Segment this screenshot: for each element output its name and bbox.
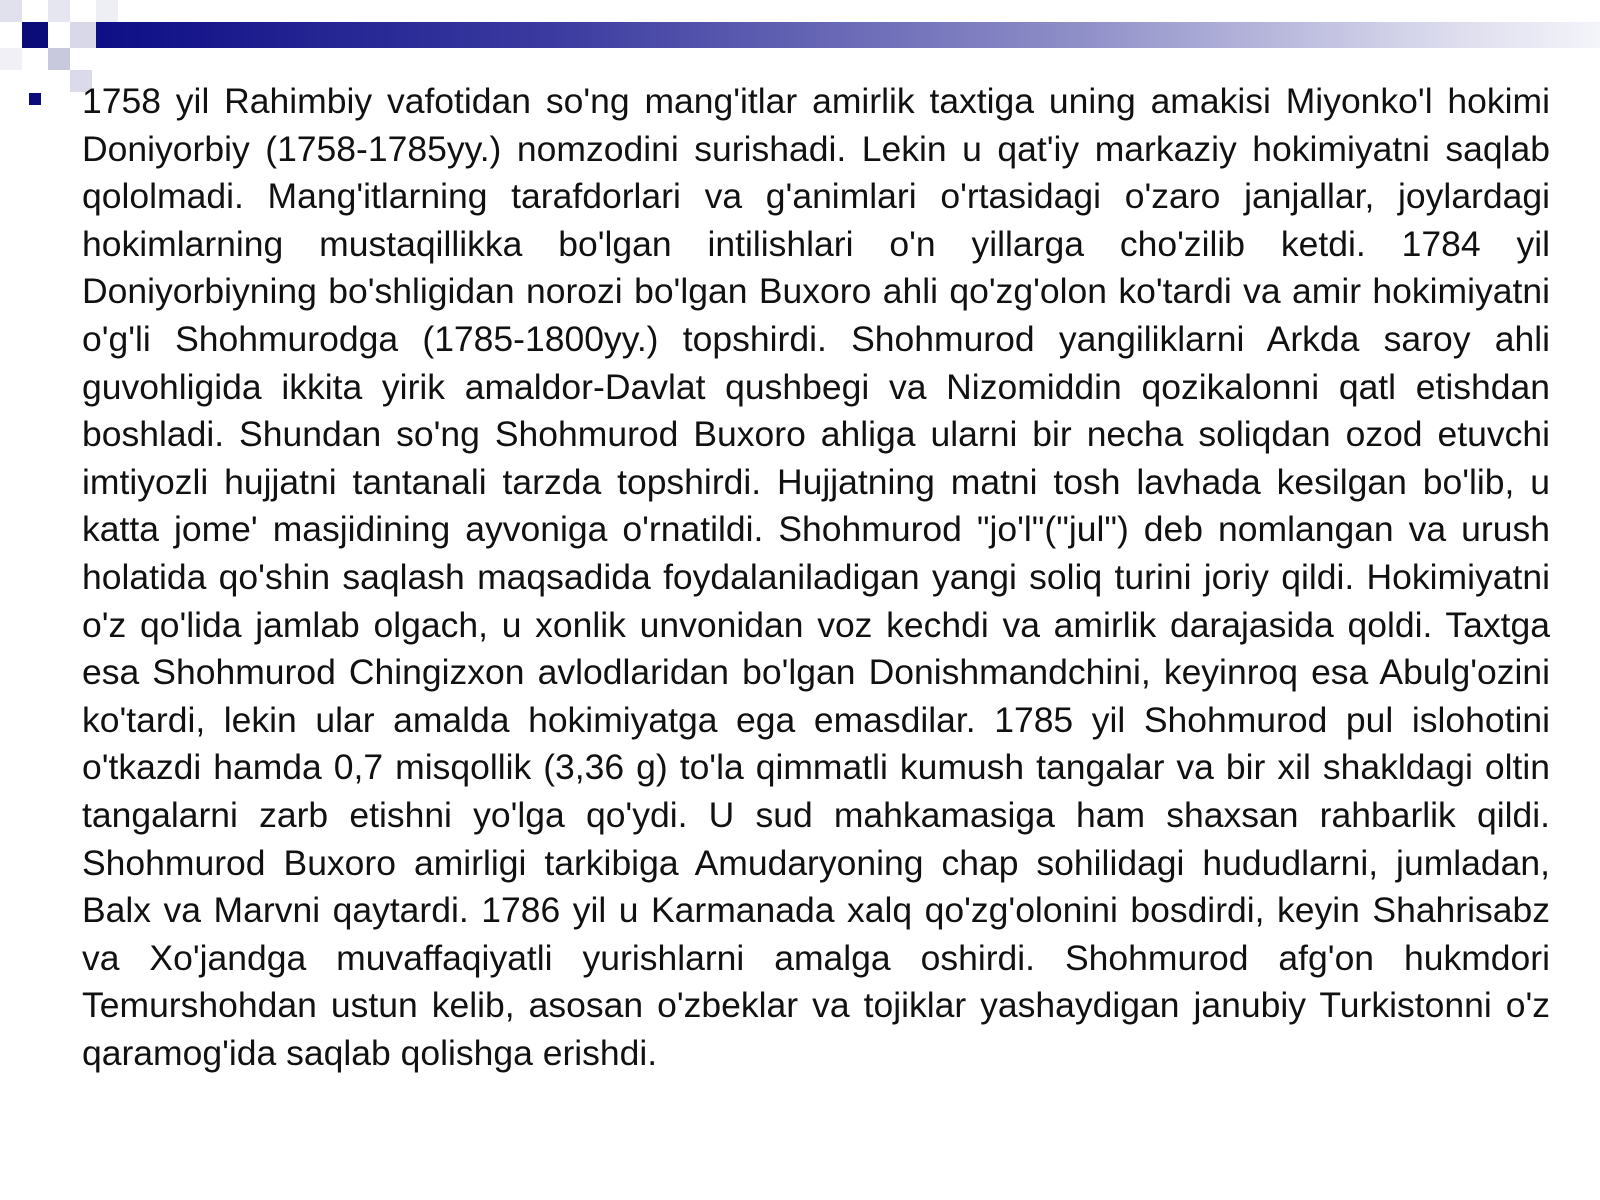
decor-square xyxy=(0,48,22,70)
decor-square xyxy=(0,0,22,22)
body-paragraph: 1758 yil Rahimbiy vafotidan so'ng mang'itlar amirlik taxtiga uning amakisi Miyonko'l hokimi Doniyorbiy (1758-1785yy.) nomzodini surishadi. Lekin u qat'iy markaziy hokimiyatni saqlab qololmadi. Mang'itlarning tarafdorlari va g'animlari o'rtasidagi o'zaro janjallar, joylardagi hokimlarning mustaqillikka bo'lgan intilishlari o'n yillarga cho'zilib ketdi. 1784 yil Doniyorbiyning bo'shligidan norozi bo'lgan Buxoro ahli qo'zg'olon ko'tardi va amir hokimiyatni o'g'li Shohmurodga (1785-1800yy.) topshirdi. Shohmurod yangiliklarni Arkda saroy ahli guvohligida ikkita yirik amaldor-Davlat qushbegi va Nizomiddin qozikalonni qatl etishdan boshladi. Shundan so'ng Shohmurod Buxoro ahliga ularni bir necha soliqdan ozod etuvchi imtiyozli hujjatni tantanali tarzda topshirdi. Hujjatning matni tosh lavhada kesilgan bo'lib, u katta jome' masjidining ayvoniga o'rnatildi. Shohmurod "jo'l"("jul") deb nomlangan va urush holatida qo'shin saqlash maqsadida foydalaniladigan yangi soliq turini joriy qildi. Hokimiyatni o'z qo'lida jamlab olgach, u xonlik unvonidan voz kechdi va amirlik darajasida qoldi. Taxtga esa Shohmurod Chingizxon avlodlaridan bo'lgan Donishmandchini, keyinroq esa Abulg'ozini ko'tardi, lekin ular amalda hokimiyatga ega emasdilar. 1785 yil Shohmurod pul islohotini o'tkazdi hamda 0,7 misqollik (3,36 g) to'la qimmatli kumush tangalar va bir xil shakldagi oltin tangalarni zarb etishni yo'lga qo'ydi. U sud mahkamasiga ham shaxsan rahbarlik qildi. Shohmurod Buxoro amirligi tarkibiga Amudaryoning chap sohilidagi hududlarni, jumladan, Balx va Marvni qaytardi. 1786 yil u Karmanada xalq qo'zg'olonini bosdirdi, keyin Shahrisabz va Xo'jandga muvaffaqiyatli yurishlarni amalga oshirdi. Shohmurod afg'on hukmdori Temurshohdan ustun kelib, asosan o'zbeklar va tojiklar yashaydigan janubiy Turkistonni o'z qaramog'ida saqlab qolishga erishdi. xyxy=(82,81,1550,1073)
bullet-square-icon xyxy=(29,93,41,105)
accent-square xyxy=(22,22,48,48)
decor-square xyxy=(48,0,70,22)
decor-square xyxy=(48,48,70,70)
decor-square xyxy=(70,22,96,48)
decor-square xyxy=(96,0,118,22)
header-gradient-bar xyxy=(96,22,1600,48)
